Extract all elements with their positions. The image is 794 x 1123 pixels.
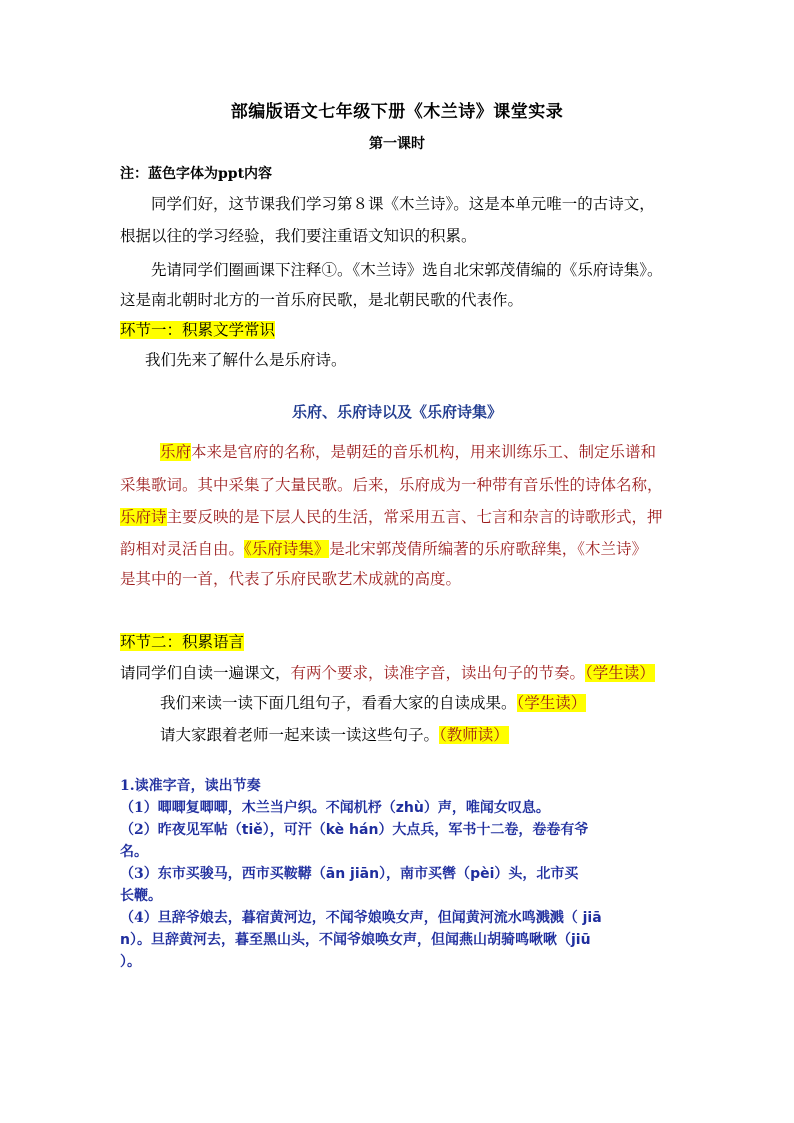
sentence-4-cont: n）。旦辞黄河去，暮至黑山头，不闻爷娘唤女声，但闻燕山胡骑鸣啾啾（jiū [120,932,591,948]
ppt1-line1: 乐府本来是官府的名称，是朝廷的音乐机构，用来训练乐工、制定乐谱和 [160,443,657,461]
section1-line: 我们先来了解什么是乐府诗。 [145,351,347,369]
sentence-4-end: ）。 [120,954,141,970]
sentence-1: （1）唧唧复唧唧，木兰当户织。不闻机杼（zhù）声，唯闻女叹息。 [120,800,550,816]
ppt1-line4: 韵相对灵活自由。《乐府诗集》是北宋郭茂倩所编著的乐府歌辞集，《木兰诗》 [120,540,648,558]
section2-line2: 我们来读一读下面几组句子，看看大家的自读成果。（学生读） [160,694,587,712]
ppt1-heading: 乐府、乐府诗以及《乐府诗集》 [291,403,502,421]
tag-student-read-2: （学生读） [516,694,587,712]
intro-p2-line1: 先请同学们圈画课下注释①。《木兰诗》选自北宋郭茂倩编的《乐府诗集》。 [151,261,663,279]
tag-student-read: （学生读） [585,664,655,682]
term-yuefushi: 乐府诗 [120,508,167,526]
page-title: 部编版语文七年级下册《木兰诗》课堂实录 [230,102,564,122]
sentence-2-cont: 名。 [120,844,148,860]
intro-p1-line1: 同学们好，这节课我们学习第８课《木兰诗》。这是本单元唯一的古诗文， [151,195,655,213]
ppt2-heading: 1.读准字音，读出节奏 [120,778,261,794]
ppt1-line3: 乐府诗主要反映的是下层人民的生活，常采用五言、七言和杂言的诗歌形式，押 [120,508,663,526]
ppt1-line5: 是其中的一首，代表了乐府民歌艺术成就的高度。 [120,570,462,588]
term-yuefu: 乐府 [160,443,192,461]
ppt1-line2: 采集歌词。其中采集了大量民歌。后来，乐府成为一种带有音乐性的诗体名称， [120,476,663,494]
section2-heading: 环节二：积累语言 [120,633,245,651]
sentence-2: （2）昨夜见军帖（tiě），可汗（kè hán）大点兵，军书十二卷，卷卷有爷 [120,822,589,838]
section2-line1: 请同学们自读一遍课文，有两个要求，读准字音，读出句子的节奏。（学生读） [120,664,655,682]
sentence-3-cont: 长鞭。 [120,888,162,904]
tag-teacher-read: （教师读） [439,726,509,744]
intro-p2-line2: 这是南北朝时北方的一首乐府民歌，是北朝民歌的代表作。 [120,291,524,309]
sentence-3: （3）东市买骏马，西市买鞍鞯（ān jiān），南市买辔（pèi）头，北市买 [120,866,579,882]
section1-heading: 环节一：积累文学常识 [120,321,276,339]
sentence-4: （4）旦辞爷娘去，暮宿黄河边，不闻爷娘唤女声，但闻黄河流水鸣溅溅（ jiā [120,910,602,926]
section2-line3: 请大家跟着老师一起来读一读这些句子。（教师读） [160,726,509,744]
color-note: 注：蓝色字体为ppt内容 [120,166,273,182]
lesson-subtitle: 第一课时 [369,136,425,152]
intro-p1-line2: 根据以往的学习经验，我们要注重语文知识的积累。 [120,227,477,245]
term-yuefushiji: 《乐府诗集》 [244,540,330,558]
